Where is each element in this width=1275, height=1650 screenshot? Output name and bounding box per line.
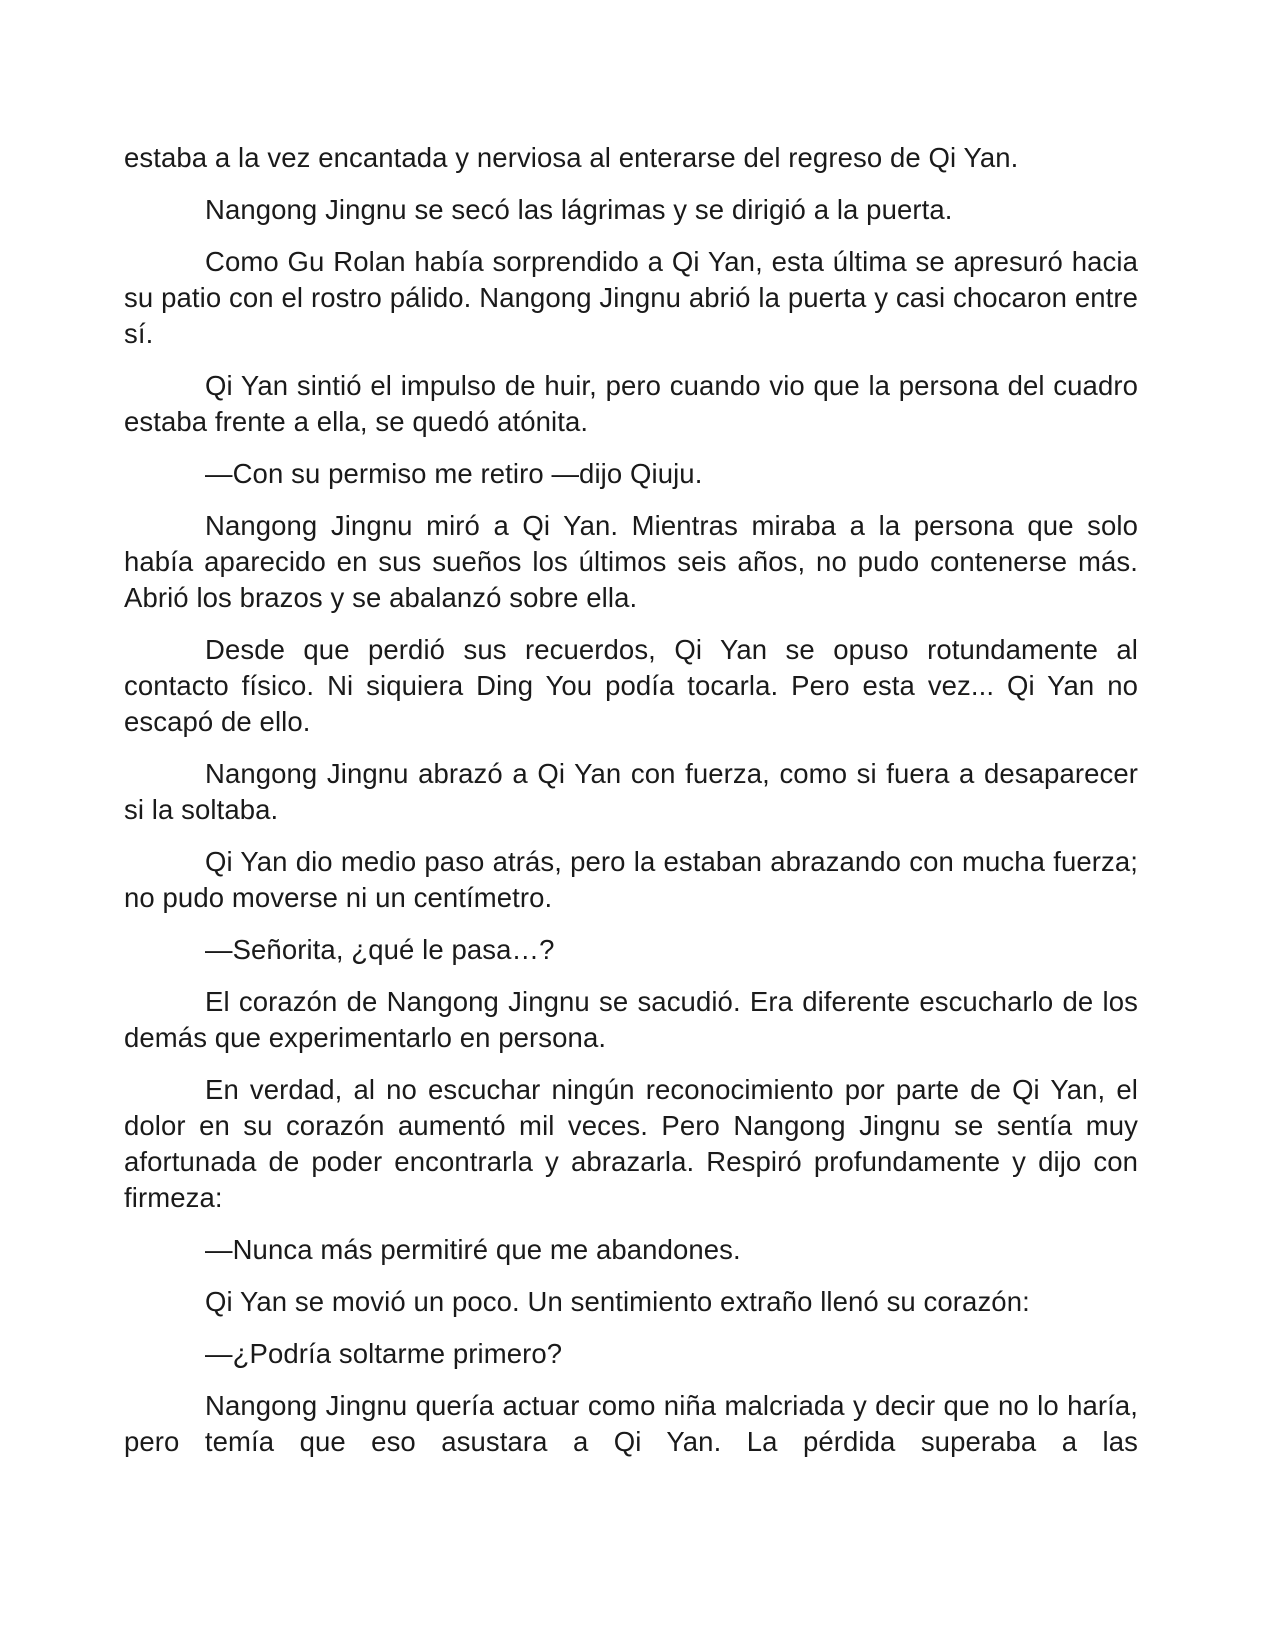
paragraph-5: —Con su permiso me retiro —dijo Qiuju. — [205, 458, 703, 489]
paragraph-2: Nangong Jingnu se secó las lágrimas y se dirigió a la puerta. — [205, 194, 953, 225]
paragraph-3: Como Gu Rolan había sorprendido a Qi Yan, esta última se apresuró hacia su patio con el rostro pálido. Nangong Jingnu abrió la puerta y casi chocaron entre sí. — [124, 246, 1138, 349]
paragraph-11: El corazón de Nangong Jingnu se sacudió. Era diferente escucharlo de los demás que experimentarlo en persona. — [124, 986, 1138, 1053]
document-page — [124, 140, 1138, 1476]
paragraph-12: En verdad, al no escuchar ningún reconocimiento por parte de Qi Yan, el dolor en su corazón aumentó mil veces. Pero Nangong Jingnu se sentía muy afortunada de poder encontrarla y abrazarla. Respiró profundamente y dijo con firmeza: — [124, 1074, 1138, 1213]
paragraph-7: Desde que perdió sus recuerdos, Qi Yan se opuso rotundamente al contacto físico. Ni siquiera Ding You podía tocarla. Pero esta vez... Qi Yan no escapó de ello. — [124, 634, 1138, 737]
paragraph-16: Nangong Jingnu quería actuar como niña malcriada y decir que no lo haría, pero temía que eso asustara a Qi Yan. La pérdida superaba a las — [124, 1390, 1138, 1457]
paragraph-1: estaba a la vez encantada y nerviosa al enterarse del regreso de Qi Yan. — [124, 142, 1019, 173]
paragraph-13: —Nunca más permitiré que me abandones. — [205, 1234, 741, 1265]
paragraph-8: Nangong Jingnu abrazó a Qi Yan con fuerza, como si fuera a desaparecer si la soltaba. — [124, 758, 1138, 825]
paragraph-14: Qi Yan se movió un poco. Un sentimiento extraño llenó su corazón: — [205, 1286, 1030, 1317]
paragraph-15: —¿Podría soltarme primero? — [205, 1338, 563, 1369]
paragraph-6: Nangong Jingnu miró a Qi Yan. Mientras miraba a la persona que solo había aparecido en sus sueños los últimos seis años, no pudo contenerse más. Abrió los brazos y se abalanzó sobre ella. — [124, 510, 1138, 613]
paragraph-4: Qi Yan sintió el impulso de huir, pero cuando vio que la persona del cuadro estaba frente a ella, se quedó atónita. — [124, 370, 1138, 437]
paragraph-10: —Señorita, ¿qué le pasa…? — [205, 934, 555, 965]
paragraph-9: Qi Yan dio medio paso atrás, pero la estaban abrazando con mucha fuerza; no pudo moverse ni un centímetro. — [124, 846, 1138, 913]
